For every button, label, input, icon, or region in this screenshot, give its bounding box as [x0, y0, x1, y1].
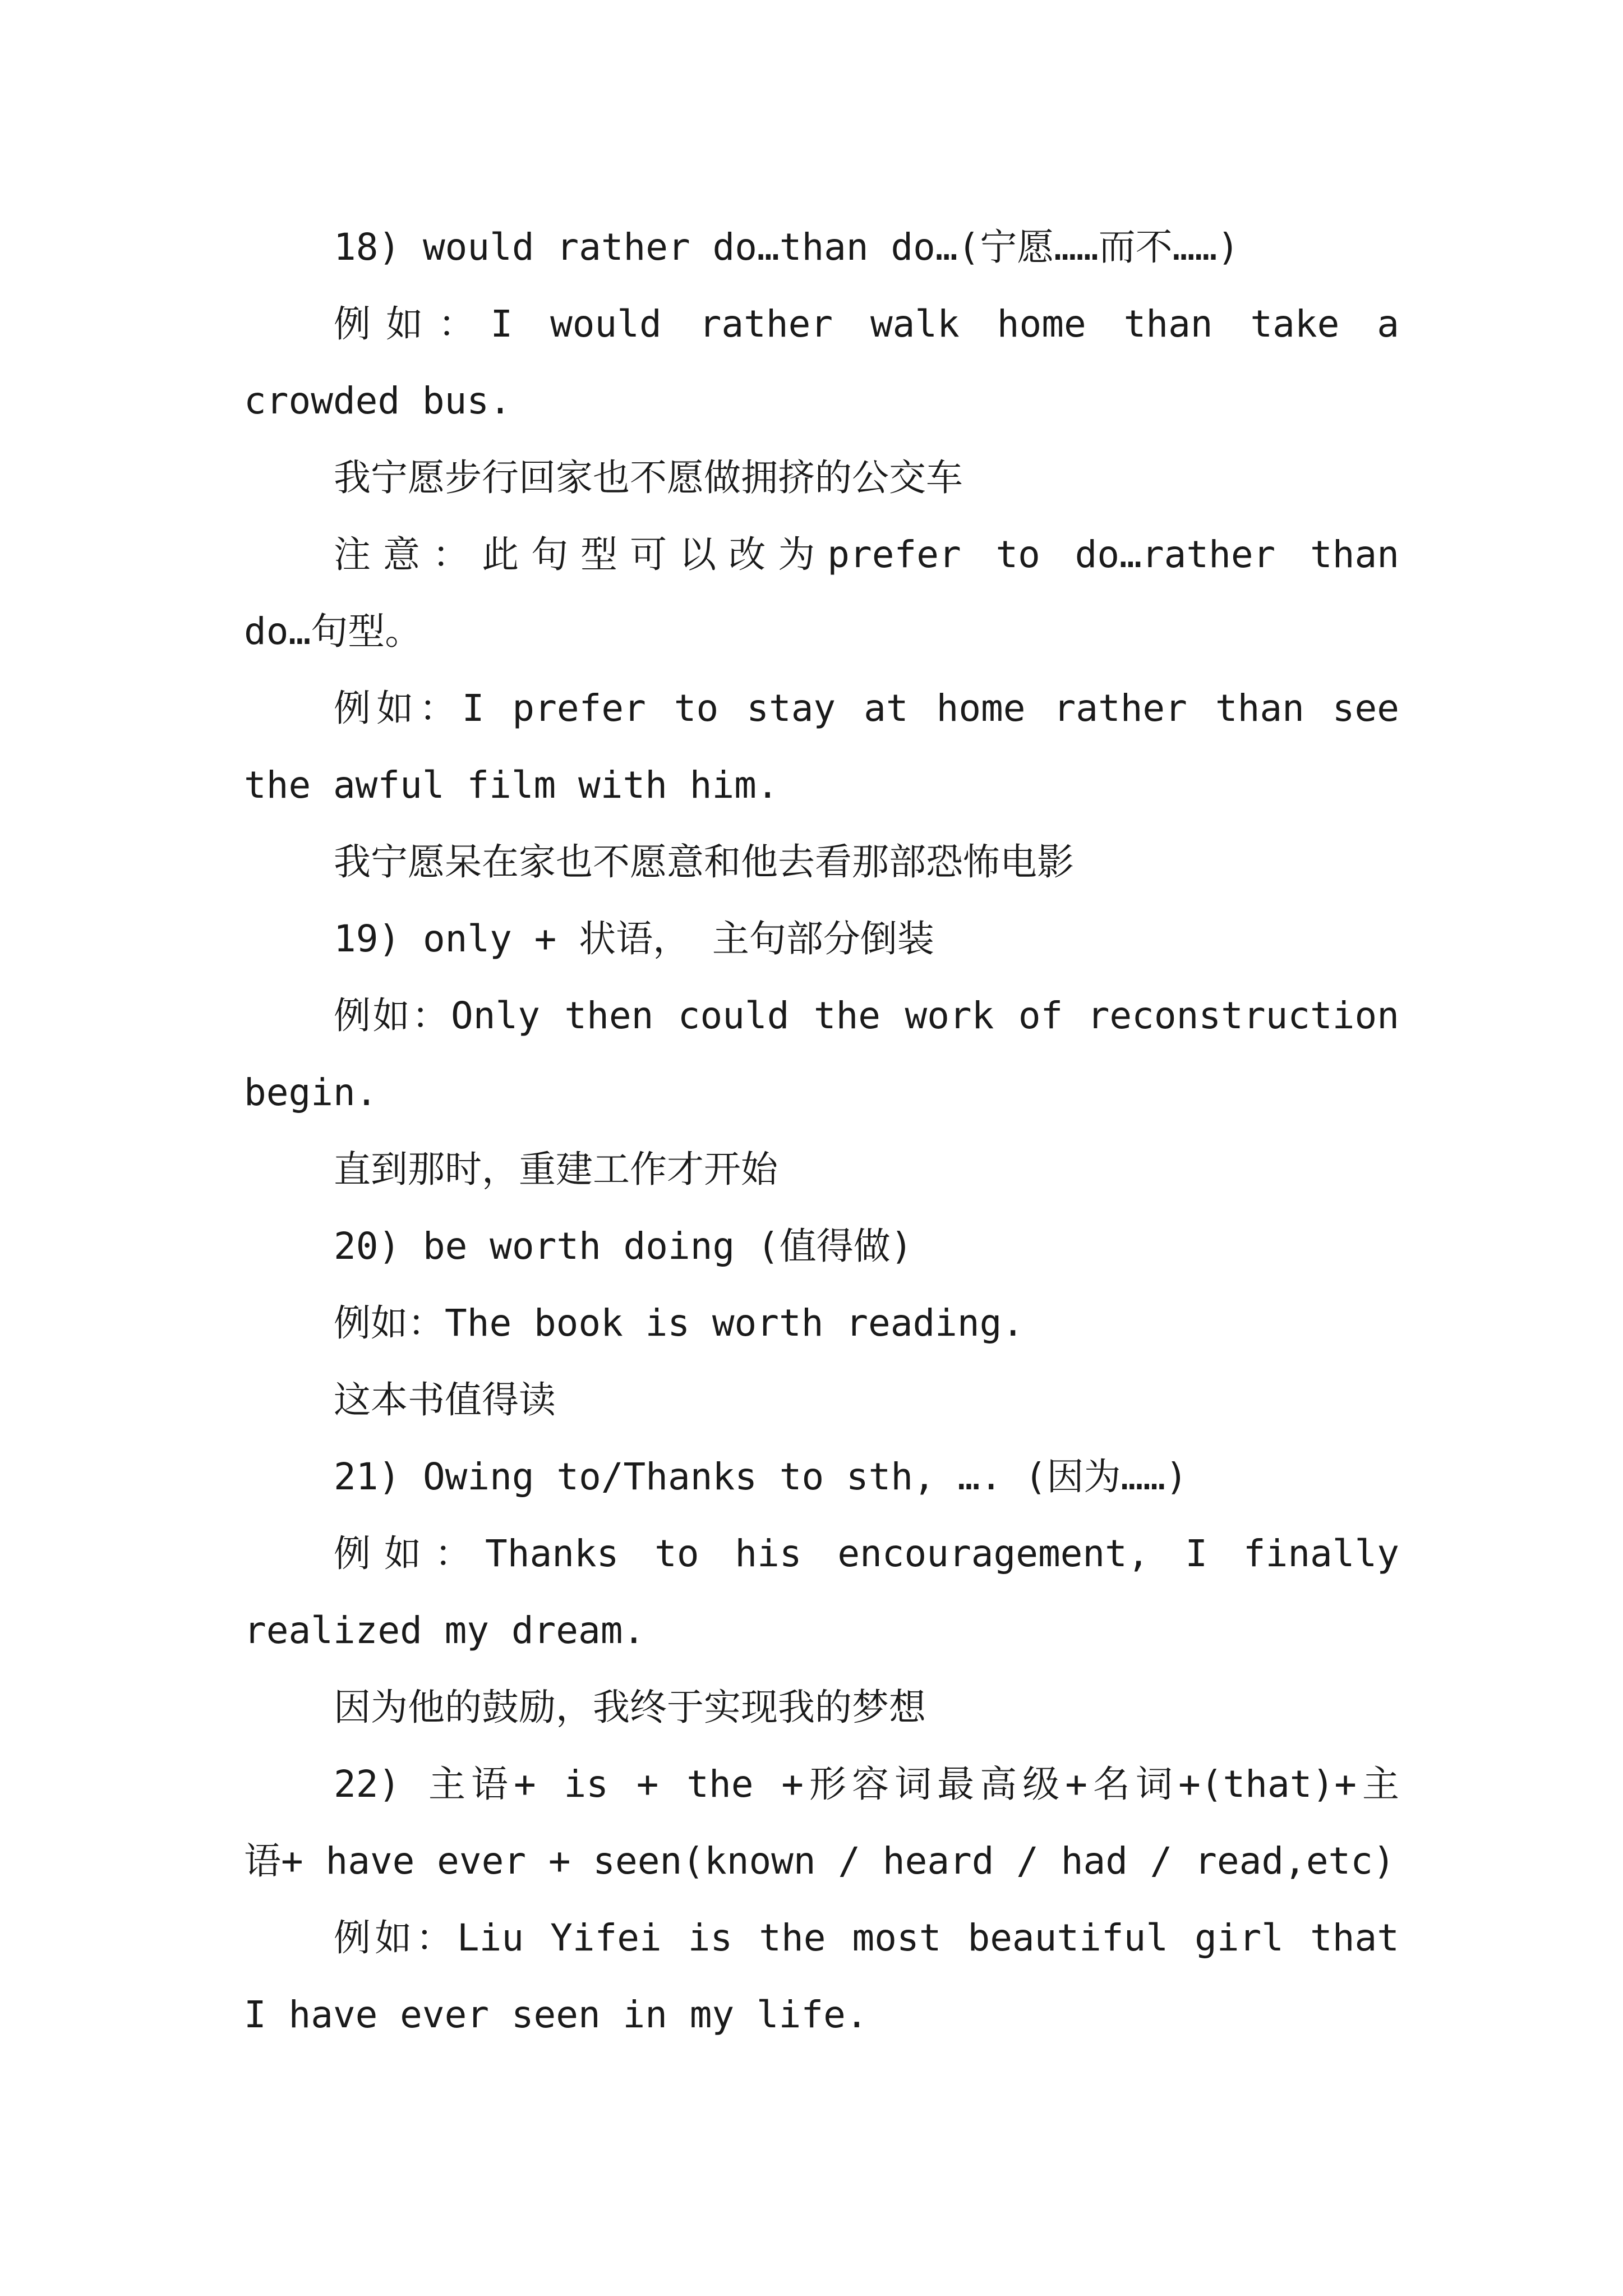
item-22-heading-line1: 22) 主语+ is + the +形容词最高级+名词+(that)+主 — [334, 1763, 1399, 1806]
item-19-example-line2: begin. — [244, 1071, 378, 1114]
item-18-example2-line2: the awful film with him. — [244, 763, 779, 807]
item-19-translation: 直到那时，重建工作才开始 — [334, 1148, 778, 1191]
item-19-heading: 19) only + 状语， 主句部分倒装 — [334, 917, 934, 960]
item-18-translation2: 我宁愿呆在家也不愿意和他去看那部恐怖电影 — [334, 840, 1074, 884]
item-22-example-line1: 例如：Liu Yifei is the most beautiful girl that — [334, 1916, 1399, 1959]
item-18-note-line1: 注意：此句型可以改为prefer to do…rather than — [334, 533, 1399, 576]
document-body — [244, 209, 1399, 2053]
item-21-heading: 21) Owing to/Thanks to sth, …. (因为……) — [334, 1455, 1188, 1498]
item-18-example2-line1: 例如：I prefer to stay at home rather than see — [334, 687, 1399, 730]
item-20-example-line1: 例如：The book is worth reading. — [334, 1301, 1025, 1345]
item-18-heading: 18) would rather do…than do…(宁愿……而不……) — [334, 226, 1240, 269]
item-22-example-line2: I have ever seen in my life. — [244, 1993, 868, 2036]
item-20-heading: 20) be worth doing (值得做) — [334, 1225, 913, 1268]
item-20-translation: 这本书值得读 — [334, 1378, 556, 1421]
item-21-example-line1: 例如：Thanks to his encouragement, I finally — [334, 1532, 1399, 1575]
item-21-translation: 因为他的鼓励，我终于实现我的梦想 — [334, 1686, 926, 1729]
item-19-example-line1: 例如：Only then could the work of reconstruction — [334, 994, 1399, 1037]
item-18-translation: 我宁愿步行回家也不愿做拥挤的公交车 — [334, 456, 963, 499]
item-18-example-line2: crowded bus. — [244, 379, 511, 422]
item-18-example-line1: 例如：I would rather walk home than take a — [334, 302, 1399, 346]
item-21-example-line2: realized my dream. — [244, 1609, 645, 1652]
item-22-heading-line2: 语+ have ever + seen(known / heard / had / read,etc) — [244, 1839, 1395, 1883]
item-18-note-line2: do…句型。 — [244, 610, 422, 653]
